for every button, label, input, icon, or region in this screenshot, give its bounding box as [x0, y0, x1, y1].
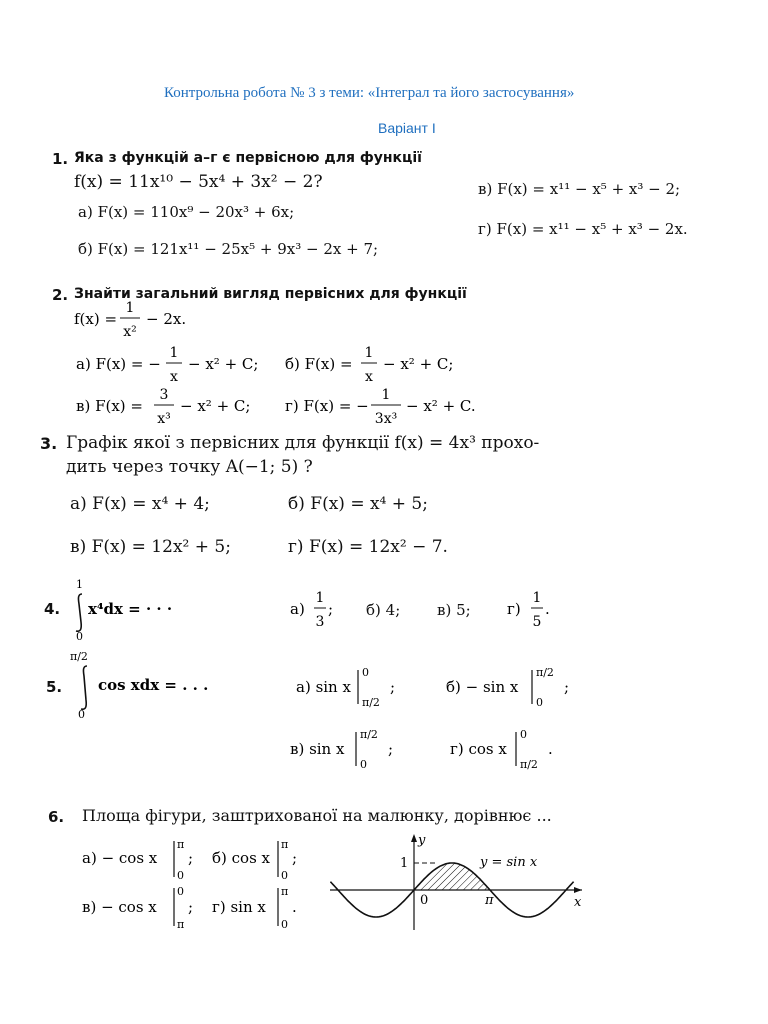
fraction-denominator: x	[170, 369, 178, 385]
option-label: а)	[290, 600, 305, 618]
question-text-line2: дить через точку A(−1; 5) ?	[66, 457, 313, 477]
page-title: Контрольна робота № 3 з теми: «Інтеграл та його застосування»	[164, 85, 575, 101]
option-b: б) F(x) = 121x¹¹ − 25x⁵ + 9x³ − 2x + 7;	[78, 240, 379, 258]
lower-bound: 0	[281, 869, 288, 882]
x-axis-arrow	[574, 887, 582, 893]
option-b	[285, 343, 485, 387]
integrand: x⁴dx = · · ·	[88, 600, 173, 618]
question-text: Знайти загальний вигляд первісних для функції	[74, 286, 467, 302]
option-c: в) F(x) = x¹¹ − x⁵ + x³ − 2;	[478, 180, 681, 198]
option-d	[212, 882, 312, 932]
option-expr: а) − cos x	[82, 849, 158, 867]
option-label: г)	[507, 600, 521, 618]
sine-graph	[330, 832, 590, 932]
option-lhs: г) F(x) = −	[285, 397, 369, 415]
function-rest: − 2x.	[146, 310, 187, 328]
question-number: 1.	[52, 150, 69, 168]
integral-expression	[66, 576, 186, 642]
upper-bound: π	[177, 838, 185, 851]
option-rest: − x² + C.	[406, 397, 476, 415]
option-a	[82, 835, 212, 885]
option-c: в) 5;	[437, 601, 471, 619]
option-c	[290, 724, 410, 774]
option-a	[296, 662, 416, 712]
x-axis-label: x	[574, 895, 582, 910]
y-axis-arrow	[411, 834, 417, 842]
lower-bound: 0	[360, 758, 367, 771]
fraction-numerator: 1	[532, 590, 542, 606]
upper-bound: π/2	[536, 666, 554, 679]
upper-bound: π/2	[360, 728, 378, 741]
option-c	[76, 385, 276, 429]
shaded-area	[414, 863, 490, 890]
option-a	[290, 588, 340, 632]
option-end: ;	[390, 678, 396, 696]
upper-bound: 0	[177, 885, 184, 898]
upper-limit: π/2	[70, 650, 88, 663]
question-number: 6.	[48, 808, 65, 826]
option-end: ;	[292, 849, 298, 867]
question-number: 2.	[52, 286, 69, 304]
question-number: 5.	[46, 678, 63, 696]
fraction-denominator: 3x³	[374, 411, 398, 427]
curve-label: y = sin x	[480, 855, 538, 870]
function-lhs: f(x) =	[74, 310, 118, 328]
option-end: ;	[188, 849, 194, 867]
fraction-denominator: 5	[532, 614, 542, 630]
option-end: .	[548, 740, 553, 758]
fraction-denominator: x³	[157, 411, 171, 427]
fraction-denominator: x	[365, 369, 373, 385]
option-c: в) F(x) = 12x² + 5;	[70, 537, 231, 557]
lower-bound: π/2	[520, 758, 538, 771]
option-expr: б) − sin x	[446, 678, 519, 696]
fraction-denominator: x²	[123, 324, 137, 340]
option-expr: г) sin x	[212, 898, 266, 916]
lower-bound: π	[177, 918, 185, 931]
fraction-numerator: 1	[315, 590, 325, 606]
option-end: ;	[328, 600, 334, 618]
option-d: г) F(x) = 12x² − 7.	[288, 537, 448, 557]
lower-bound: 0	[281, 918, 288, 931]
option-end: ;	[388, 740, 394, 758]
option-end: .	[292, 898, 297, 916]
option-rest: − x² + C;	[188, 355, 259, 373]
option-b: б) 4;	[366, 601, 401, 619]
fraction-numerator: 1	[364, 345, 374, 361]
option-d: г) F(x) = x¹¹ − x⁵ + x³ − 2x.	[478, 220, 688, 238]
question-function	[74, 298, 214, 344]
upper-bound: π	[281, 838, 289, 851]
upper-bound: 0	[362, 666, 369, 679]
option-d	[285, 385, 495, 429]
option-expr: а) sin x	[296, 678, 351, 696]
origin-label: 0	[420, 893, 429, 908]
option-lhs: в) F(x) =	[76, 397, 143, 415]
option-end: ;	[564, 678, 570, 696]
option-expr: в) − cos x	[82, 898, 157, 916]
lower-limit: 0	[76, 630, 83, 642]
question-number: 3.	[40, 434, 58, 453]
fraction-numerator: 3	[159, 387, 169, 403]
pi-label: π	[485, 893, 494, 908]
option-d	[507, 588, 557, 632]
fraction-numerator: 1	[381, 387, 391, 403]
option-a: а) F(x) = 110x⁹ − 20x³ + 6x;	[78, 203, 295, 221]
option-rest: − x² + C;	[383, 355, 454, 373]
fraction-denominator: 3	[315, 614, 325, 630]
option-b: б) F(x) = x⁴ + 5;	[288, 494, 428, 514]
option-b	[212, 835, 312, 885]
integral-expression	[68, 648, 218, 720]
option-expr: в) sin x	[290, 740, 345, 758]
option-expr: г) cos x	[450, 740, 507, 758]
option-b	[446, 662, 586, 712]
upper-bound: 0	[520, 728, 527, 741]
question-function: f(x) = 11x¹⁰ − 5x⁴ + 3x² − 2?	[74, 172, 323, 192]
option-d	[450, 724, 570, 774]
upper-bound: π	[281, 885, 289, 898]
question-number: 4.	[44, 600, 61, 618]
option-expr: б) cos x	[212, 849, 271, 867]
option-end: .	[545, 600, 550, 618]
fraction-numerator: 1	[169, 345, 179, 361]
question-text: Яка з функцій а–г є первісною для функції	[74, 150, 422, 166]
question-text: Площа фігури, заштрихованої на малюнку, дорівнює ...	[82, 806, 552, 825]
upper-limit: 1	[76, 578, 83, 591]
option-c	[82, 882, 212, 932]
lower-limit: 0	[78, 708, 85, 720]
option-rest: − x² + C;	[180, 397, 251, 415]
option-lhs: б) F(x) =	[285, 355, 353, 373]
lower-bound: 0	[177, 869, 184, 882]
variant-label: Варіант І	[378, 120, 436, 136]
y-axis-label: y	[418, 833, 426, 848]
option-end: ;	[188, 898, 194, 916]
one-label: 1	[400, 856, 409, 871]
option-lhs: а) F(x) = −	[76, 355, 161, 373]
lower-bound: 0	[536, 696, 543, 709]
integrand: cos xdx = . . .	[98, 676, 209, 694]
question-text-line1: Графік якої з первісних для функції f(x) = 4x³ прохо-	[66, 433, 540, 453]
option-a	[76, 343, 276, 387]
lower-bound: π/2	[362, 696, 380, 709]
fraction-numerator: 1	[125, 300, 135, 316]
option-a: а) F(x) = x⁴ + 4;	[70, 494, 210, 514]
